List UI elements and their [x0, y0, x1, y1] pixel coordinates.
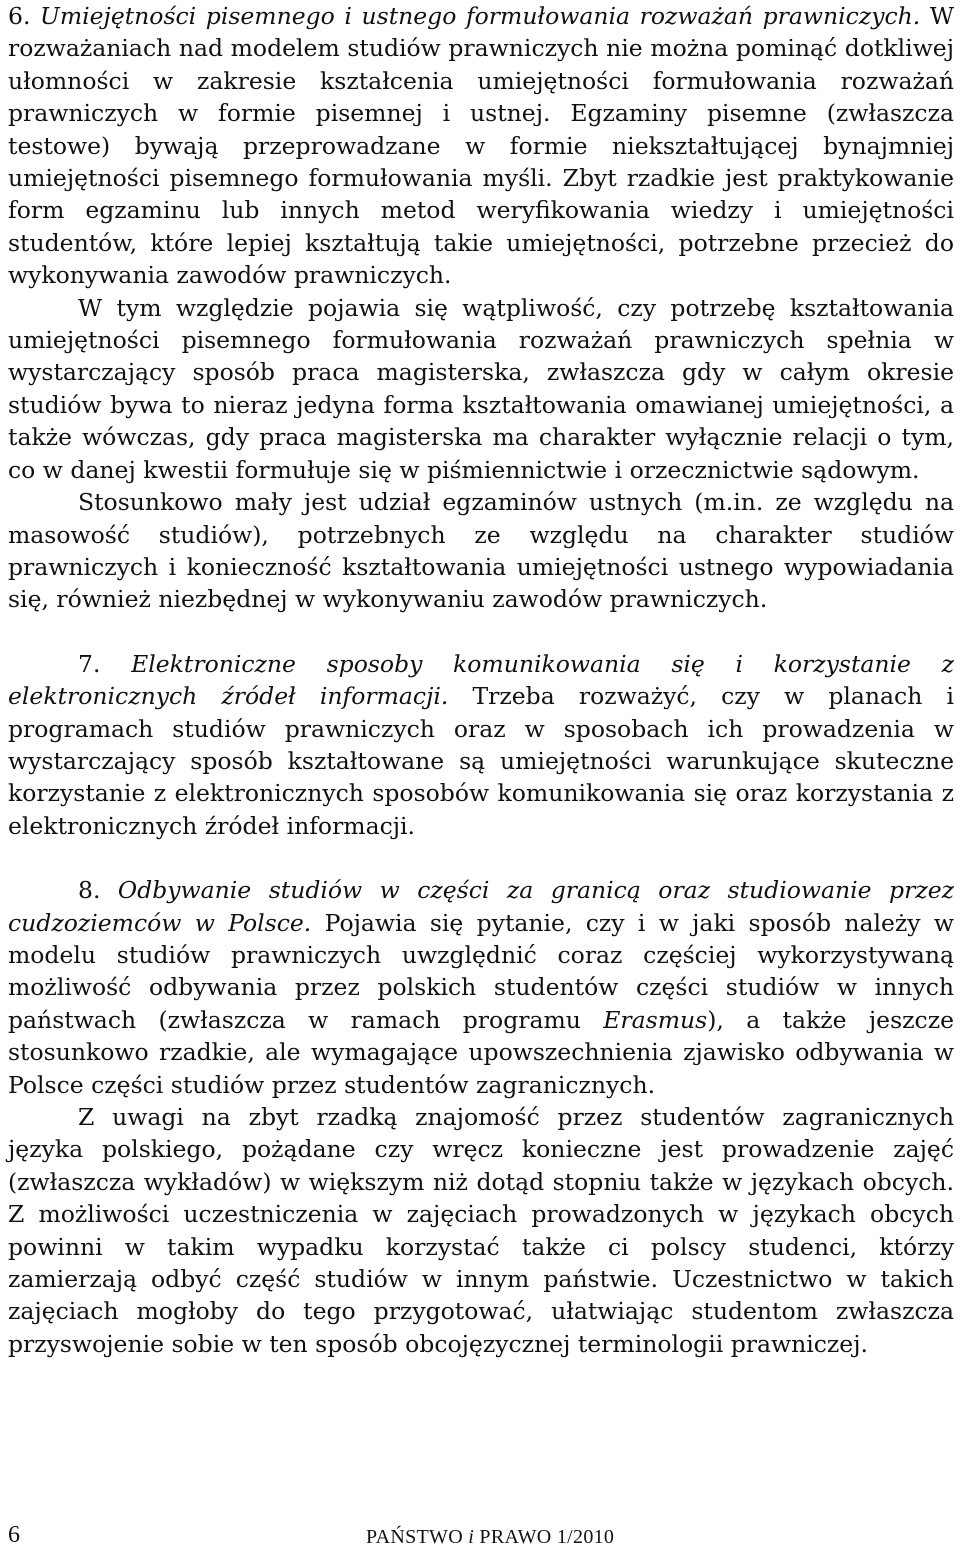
section-8-paragraph-1	[8, 874, 954, 1101]
journal-name	[366, 1526, 614, 1549]
section-8-number: 8.	[78, 876, 101, 905]
section-8-title: Odbywanie studiów w części za granicą oraz studiowanie przez cudzoziemców w Polsce.	[8, 876, 954, 937]
section-7-number: 7.	[78, 649, 101, 678]
document-body	[8, 0, 954, 1360]
journal-name-part-2: PRAWO	[479, 1526, 552, 1548]
section-6-paragraph-3: Stosunkowo mały jest udział egzaminów ustnych (m.in. ze względu na masowość studiów), potrzebnych ze względu na charakter studiów prawniczych i konieczność kształtowania umiejętności ustnego wypowiadania się, również niezbędnej w wykonywaniu zawodów prawniczych.	[8, 488, 954, 614]
section-6-paragraph-2: W tym względzie pojawia się wątpliwość, czy potrzebę kształtowania umiejętności pisemnego formułowania rozważań prawniczych spełnia w wystarczający sposób praca magisterska, zwłaszcza gdy w całym okresie studiów bywa to nieraz jedyna forma kształtowania omawianej umiejętności, a także wówczas, gdy praca magisterska ma charakter wyłącznie relacji o tym, co w danej kwestii formułuje się w piśmiennictwie i orzecznictwie sądowym.	[8, 293, 954, 484]
page-footer	[8, 1522, 954, 1552]
section-8-paragraph-2: Z uwagi na zbyt rzadką znajomość przez studentów zagranicznych języka polskiego, pożądane czy wręcz konieczne jest prowadzenie zajęć (zwłaszcza wykładów) w większym niż dotąd stopniu także w językach obcych. Z możliwości uczestniczenia w zajęciach prowadzonych w językach obcych powinni w takim wypadku korzystać także ci polscy studenci, którzy zamierzają odbyć część studiów w innym państwie. Uczestnictwo w takich zajęciach mogłoby do tego przygotować, ułatwiając studentom zwłaszcza przyswojenie sobie w ten sposób obcojęzycznej terminologii prawniczej.	[8, 1103, 954, 1358]
section-7-text: Trzeba rozważyć, czy w planach i programach studiów prawniczych oraz w sposobach ich prowadzenia w wystarczający sposób kształtowane są umiejętności warunkujące skuteczne korzystanie z elektronicznych sposobów komunikowania się oraz korzystania z elektronicznych źródeł informacji.	[8, 682, 954, 840]
journal-issue: 1/2010	[556, 1526, 615, 1548]
section-gap	[8, 616, 954, 648]
journal-name-part-1: PAŃSTWO	[366, 1526, 463, 1548]
page-number: 6	[8, 1522, 20, 1548]
section-gap	[8, 842, 954, 874]
section-8-text-before: Pojawia się pytanie, czy i w jaki sposób należy w modelu studiów prawniczych uwzględnić coraz częściej wykorzystywaną możliwość odbywania przez polskich studentów części studiów w innych państwach (zwłaszcza w ramach programu	[8, 908, 954, 1034]
section-7-paragraph-1	[8, 648, 954, 842]
erasmus-program-name: Erasmus	[603, 1005, 708, 1034]
section-6-text: W rozważaniach nad modelem studiów prawniczych nie można pominąć dotkliwej ułomności w zakresie kształcenia umiejętności formułowania rozważań prawniczych w formie pisemnej i ustnej. Egzaminy pisemne (zwłaszcza testowe) bywają przeprowadzane w formie niekształtującej bynajmniej umiejętności pisemnego formułowania myśli. Zbyt rzadkie jest praktykowanie form egzaminu lub innych metod weryfikowania wiedzy i umiejętności studentów, które lepiej kształtują takie umiejętności, potrzebne przecież do wykonywania zawodów prawniczych.	[8, 2, 954, 290]
section-7-title: Elektroniczne sposoby komunikowania się i korzystanie z elektronicznych źródeł informacji.	[8, 649, 954, 711]
section-6-paragraph-1	[8, 0, 954, 292]
section-6-title: Umiejętności pisemnego i ustnego formułowania rozważań prawniczych.	[40, 2, 921, 30]
section-6-number: 6.	[8, 2, 31, 30]
journal-name-conjunction: i	[468, 1526, 475, 1548]
section-8-text-after: ), a także jeszcze stosunkowo rzadkie, ale wymagające upowszechnienia zjawisko odbywania w Polsce części studiów przez studentów zagranicznych.	[8, 1005, 954, 1099]
